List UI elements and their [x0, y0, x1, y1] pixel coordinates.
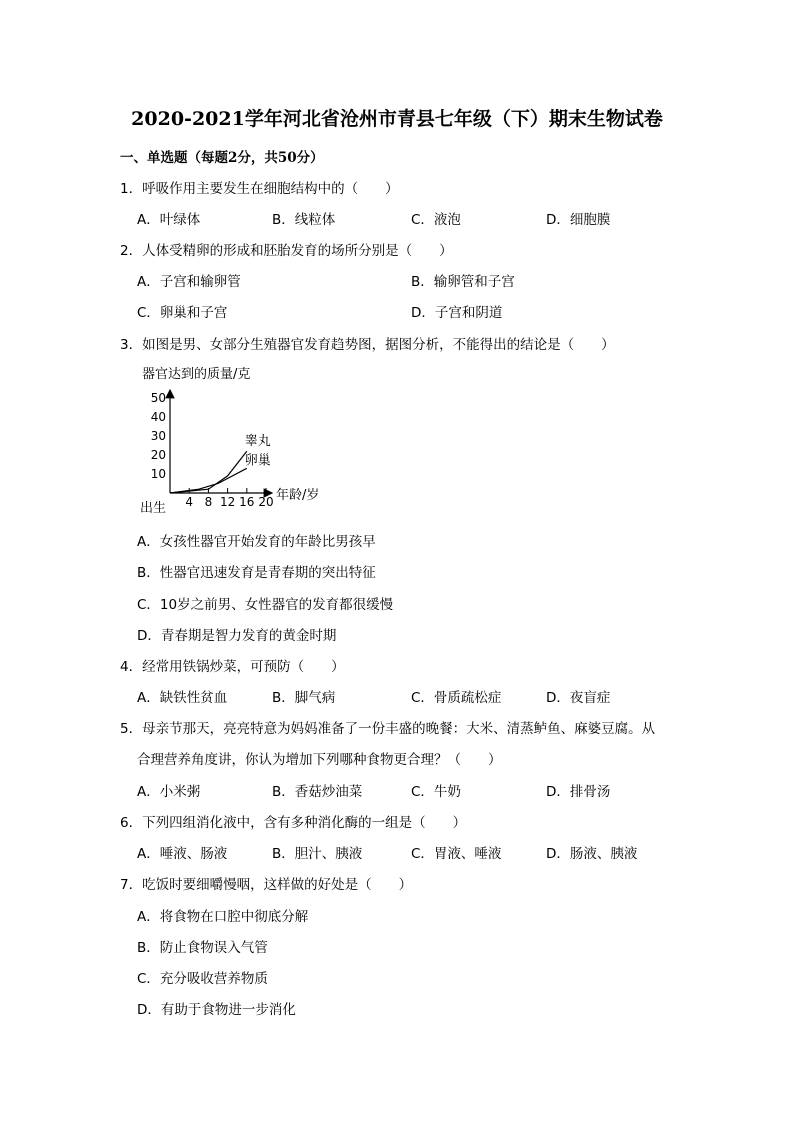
y-axis-label: 器官达到的质量/克 — [142, 367, 251, 382]
y-tick-label: 10 — [150, 467, 166, 481]
x-axis-label: 年龄/岁 — [276, 488, 320, 503]
question-1-option-c[interactable]: C．液泡 — [411, 212, 461, 228]
series-label-testis: 睾丸 — [244, 434, 271, 450]
question-6-option-c[interactable]: C．胃液、唾液 — [411, 846, 502, 862]
question-1-option-b[interactable]: B．线粒体 — [272, 212, 336, 228]
organ-growth-chart — [138, 360, 338, 520]
y-tick-label: 40 — [150, 410, 166, 424]
question-3-option-a[interactable]: A．女孩性器官开始发育的年龄比男孩早 — [137, 534, 376, 550]
x-tick-label: 16 — [239, 495, 255, 509]
question-2-stem: 2．人体受精卵的形成和胚胎发育的场所分别是（ ） — [120, 243, 453, 259]
question-1-stem: 1．呼吸作用主要发生在细胞结构中的（ ） — [120, 181, 399, 197]
question-7-stem: 7．吃饭时要细嚼慢咽，这样做的好处是（ ） — [120, 877, 413, 893]
x-tick-label: 4 — [185, 495, 194, 509]
question-7-option-b[interactable]: B．防止食物误入气管 — [137, 940, 268, 956]
x-tick-label: 8 — [204, 495, 213, 509]
question-4-option-b[interactable]: B．脚气病 — [272, 690, 336, 706]
question-7-option-c[interactable]: C．充分吸收营养物质 — [137, 971, 268, 987]
question-3-option-b[interactable]: B．性器官迅速发育是青春期的突出特征 — [137, 565, 376, 581]
question-3-stem: 3．如图是男、女部分生殖器官发育趋势图，据图分析，不能得出的结论是（ ） — [120, 337, 615, 353]
y-tick-label: 30 — [150, 429, 166, 443]
question-5-option-d[interactable]: D．排骨汤 — [546, 784, 611, 800]
question-5-stem-line-1: 5．母亲节那天，亮亮特意为妈妈准备了一份丰盛的晚餐：大米、清蒸鲈鱼、麻婆豆腐。从 — [120, 721, 656, 737]
x-tick-label: 12 — [219, 495, 236, 509]
section-heading: 一、单选题（每题2分，共50分） — [120, 150, 324, 166]
question-2-option-b[interactable]: B．输卵管和子宫 — [411, 274, 515, 290]
question-3-option-c[interactable]: C．10岁之前男、女性器官的发育都很缓慢 — [137, 597, 394, 613]
question-4-stem: 4．经常用铁锅炒菜，可预防（ ） — [120, 659, 345, 675]
question-6-option-b[interactable]: B．胆汁、胰液 — [272, 846, 363, 862]
question-6-option-a[interactable]: A．唾液、肠液 — [137, 846, 228, 862]
y-tick-label: 50 — [150, 391, 166, 405]
question-5-option-c[interactable]: C．牛奶 — [411, 784, 461, 800]
question-5-option-a[interactable]: A．小米粥 — [137, 784, 201, 800]
question-5-option-b[interactable]: B．香菇炒油菜 — [272, 784, 363, 800]
y-tick-label: 20 — [150, 448, 166, 462]
question-2-option-d[interactable]: D．子宫和阴道 — [411, 305, 503, 321]
question-7-option-a[interactable]: A．将食物在口腔中彻底分解 — [137, 909, 309, 925]
question-4-option-c[interactable]: C．骨质疏松症 — [411, 690, 502, 706]
question-4-option-a[interactable]: A．缺铁性贫血 — [137, 690, 228, 706]
question-6-option-d[interactable]: D．肠液、胰液 — [546, 846, 638, 862]
question-6-stem: 6．下列四组消化液中，含有多种消化酶的一组是（ ） — [120, 815, 467, 831]
x-tick-label: 20 — [258, 495, 274, 509]
series-label-ovary: 卵巢 — [244, 453, 271, 469]
origin-label: 出生 — [140, 501, 167, 516]
question-5-stem-line-2: 合理营养角度讲，你认为增加下列哪种食物更合理？（ ） — [137, 752, 502, 768]
question-1-option-d[interactable]: D．细胞膜 — [546, 212, 611, 228]
question-7-option-d[interactable]: D．有助于食物进一步消化 — [137, 1002, 296, 1018]
question-3-option-d[interactable]: D．青春期是智力发育的黄金时期 — [137, 628, 337, 644]
question-4-option-d[interactable]: D．夜盲症 — [546, 690, 611, 706]
question-2-option-a[interactable]: A．子宫和输卵管 — [137, 274, 241, 290]
question-2-option-c[interactable]: C．卵巢和子宫 — [137, 305, 228, 321]
question-1-option-a[interactable]: A．叶绿体 — [137, 212, 201, 228]
page-title: 2020-2021学年河北省沧州市青县七年级（下）期末生物试卷 — [131, 108, 663, 130]
